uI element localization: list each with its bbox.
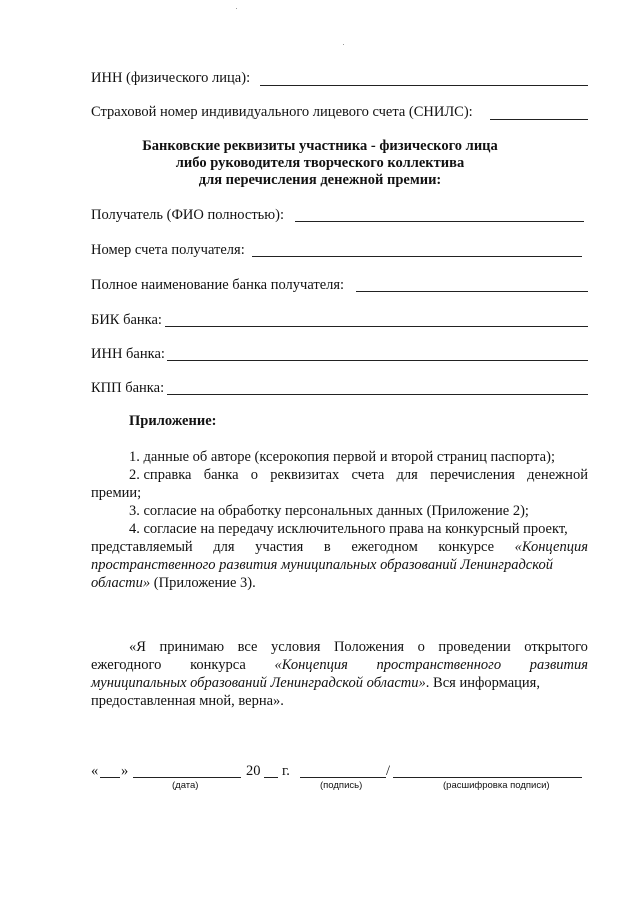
bank-inn-label: ИНН банка: [91,346,165,362]
snils-label: Страховой номер индивидуального лицевого счета (СНИЛС): [91,104,473,120]
scan-speck [236,8,237,9]
acceptance-statement [91,638,588,710]
bik-field-line[interactable] [165,326,588,327]
date-month-field-line[interactable] [133,777,241,778]
statement-line4: предоставленная мной, верна». [91,693,284,709]
attachment-item-4-line1: 4. согласие на передачу исключительного права на конкурсный проект, [129,521,568,537]
statement-line1: «Я принимаю все условия Положения о проведении открытого [129,639,588,655]
date-caption: (дата) [172,780,199,791]
year-suffix: г. [282,763,290,779]
bank-name-field-line[interactable] [356,291,588,292]
account-field-line[interactable] [252,256,582,257]
attachment-title: Приложение: [129,413,217,429]
attachment-item-4-line4: области» (Приложение 3). [91,575,256,591]
attachment-item-1: 1. данные об авторе (ксерокопия первой и второй страниц паспорта); [129,449,555,465]
statement-line2: ежегодного конкурса «Концепция пространственного развития [91,657,588,673]
inn-person-label: ИНН (физического лица): [91,70,251,86]
attachment-list [91,448,588,592]
date-day-open-quote: « [91,763,99,779]
recipient-label: Получатель (ФИО полностью): [91,207,284,223]
year-prefix: 20 [246,763,261,779]
year-field-line[interactable] [264,777,278,778]
attachment-item-2-line1: 2. справка банка о реквизитах счета для перечисления денежной [129,467,588,483]
bank-name-label: Полное наименование банка получателя: [91,277,345,293]
signature-caption: (подпись) [320,780,363,791]
scan-speck [343,44,344,45]
bik-label: БИК банка: [91,312,162,328]
statement-line3: муниципальных образований Ленинградской области». Вся информация, [91,675,540,691]
inn-person-field-line[interactable] [260,85,588,86]
bank-details-heading-line3: для перечисления денежной премии: [198,172,442,188]
signature-slash: / [386,763,391,779]
snils-field-line[interactable] [490,119,588,120]
signature-field-line[interactable] [300,777,386,778]
attachment-item-3: 3. согласие на обработку персональных данных (Приложение 2); [129,503,529,519]
signature-decode-field-line[interactable] [393,777,582,778]
date-day-close-quote: » [121,763,129,779]
attachment-item-4-line3: пространственного развития муниципальных образований Ленинградской [91,557,553,573]
signature-decode-caption: (расшифровка подписи) [443,780,550,791]
attachment-item-2-line2: премии; [91,485,142,501]
bank-details-heading-line1: Банковские реквизиты участника - физического лица [142,138,498,154]
kpp-label: КПП банка: [91,380,165,396]
recipient-field-line[interactable] [295,221,584,222]
date-day-field-line[interactable] [100,777,120,778]
kpp-field-line[interactable] [167,394,588,395]
bank-inn-field-line[interactable] [167,360,588,361]
account-label: Номер счета получателя: [91,242,245,258]
attachment-item-4-line2: представляемый для участия в ежегодном конкурсе «Концепция [91,539,588,555]
bank-details-heading-line2: либо руководителя творческого коллектива [175,155,465,171]
